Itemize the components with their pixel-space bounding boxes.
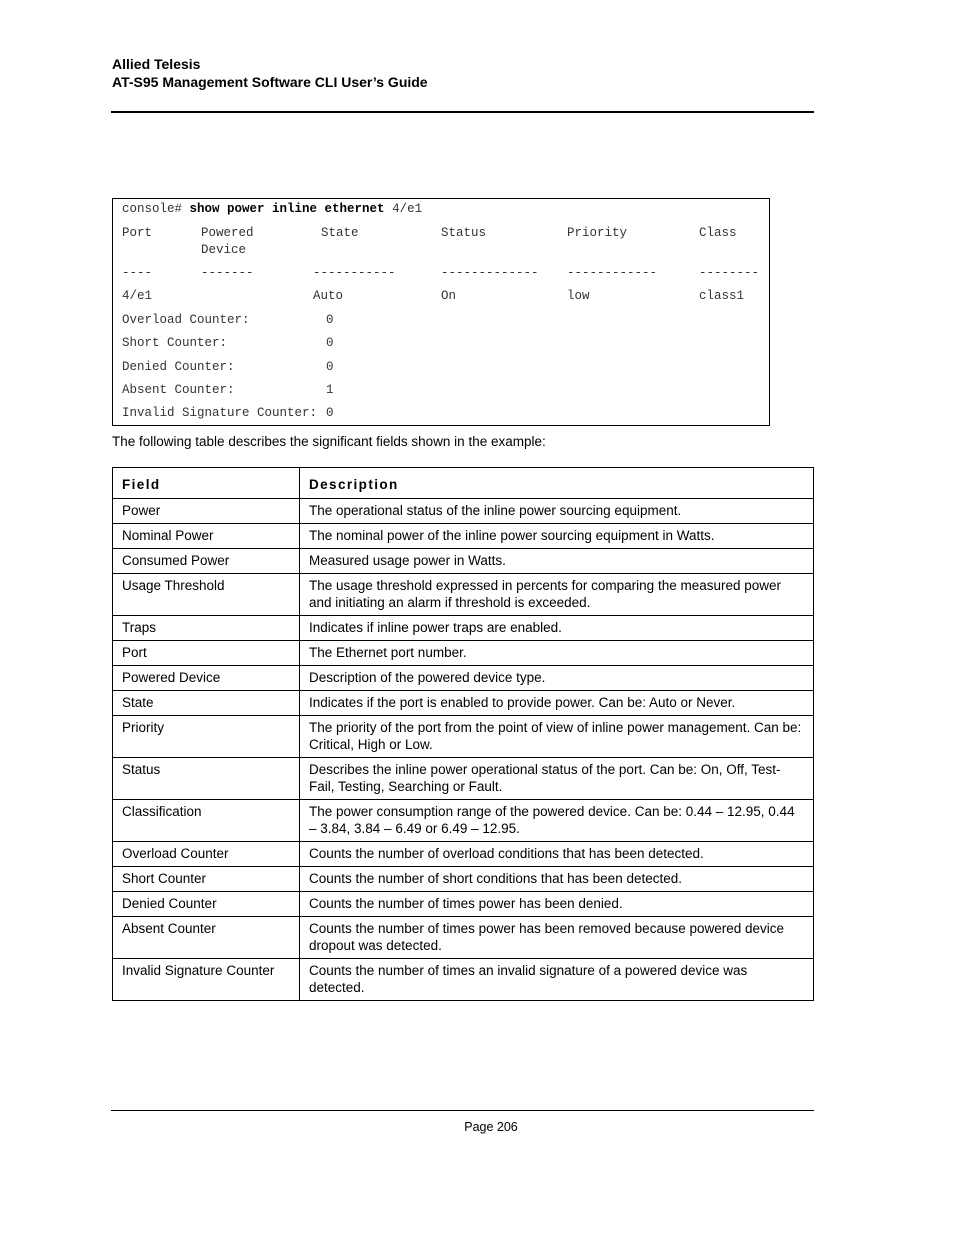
description-cell: The usage threshold expressed in percents for comparing the measured power and initiating an alarm if threshold is exceeded. [300, 574, 814, 616]
counter-value: 1 [326, 383, 334, 397]
row-status: On [441, 289, 457, 303]
table-row [113, 499, 814, 524]
row-state: Auto [313, 289, 344, 303]
company-name: Allied Telesis [112, 56, 201, 72]
table-row [113, 892, 814, 917]
field-cell: Consumed Power [113, 549, 300, 574]
document-header [112, 55, 428, 91]
counter-value: 0 [326, 360, 334, 374]
guide-title: AT-S95 Management Software CLI User’s Guide [112, 74, 428, 90]
counter-label: Short Counter: [122, 336, 228, 350]
col-header-class: Class [699, 226, 737, 240]
field-cell: Traps [113, 616, 300, 641]
description-cell: Indicates if the port is enabled to provide power. Can be: Auto or Never. [300, 691, 814, 716]
field-cell: Powered Device [113, 666, 300, 691]
description-cell: Description of the powered device type. [300, 666, 814, 691]
description-cell: Counts the number of short conditions that has been detected. [300, 867, 814, 892]
description-cell: The priority of the port from the point of view of inline power management. Can be: Critical, High or Low. [300, 716, 814, 758]
field-cell: Port [113, 641, 300, 666]
counter-label: Absent Counter: [122, 383, 235, 397]
cli-command: show power inline ethernet [189, 202, 385, 216]
table-row [113, 574, 814, 616]
table-row [113, 524, 814, 549]
table-row [113, 800, 814, 842]
counter-label: Invalid Signature Counter: [122, 406, 318, 420]
cli-example-box [112, 198, 770, 426]
footer-divider [111, 1110, 814, 1111]
dash-status: ------------- [441, 266, 539, 280]
counter-value: 0 [326, 406, 334, 420]
intro-text: The following table describes the significant fields shown in the example: [112, 434, 546, 449]
description-cell: Counts the number of overload conditions that has been detected. [300, 842, 814, 867]
description-cell: Measured usage power in Watts. [300, 549, 814, 574]
description-cell: The Ethernet port number. [300, 641, 814, 666]
table-row [113, 691, 814, 716]
cli-command-line [122, 201, 422, 218]
description-cell: Describes the inline power operational status of the port. Can be: On, Off, Test-Fail, Testing, Searching or Fault. [300, 758, 814, 800]
description-cell: Counts the number of times power has been removed because powered device dropout was detected. [300, 917, 814, 959]
col-header-port: Port [122, 226, 153, 240]
counter-value: 0 [326, 313, 334, 327]
dash-class: -------- [699, 266, 760, 280]
counter-label: Overload Counter: [122, 313, 250, 327]
dash-state: ----------- [313, 266, 396, 280]
description-cell: The operational status of the inline power sourcing equipment. [300, 499, 814, 524]
fields-table [112, 467, 814, 1001]
field-cell: Power [113, 499, 300, 524]
field-cell: Absent Counter [113, 917, 300, 959]
table-row [113, 917, 814, 959]
col-header-powered: Powered [201, 226, 254, 240]
table-row [113, 666, 814, 691]
table-row [113, 616, 814, 641]
table-row [113, 842, 814, 867]
table-header-row [113, 468, 814, 499]
field-cell: Status [113, 758, 300, 800]
field-cell: Nominal Power [113, 524, 300, 549]
field-cell: Overload Counter [113, 842, 300, 867]
field-cell: Short Counter [113, 867, 300, 892]
field-cell: Invalid Signature Counter [113, 959, 300, 1001]
field-cell: State [113, 691, 300, 716]
cli-prompt: console# [122, 202, 183, 216]
page-number: Page 206 [464, 1120, 518, 1134]
row-port: 4/e1 [122, 289, 153, 303]
col-header-device: Device [201, 243, 247, 257]
field-cell: Denied Counter [113, 892, 300, 917]
description-cell: Counts the number of times power has been denied. [300, 892, 814, 917]
field-cell: Priority [113, 716, 300, 758]
col-header-status: Status [441, 226, 487, 240]
table-row [113, 716, 814, 758]
counter-label: Denied Counter: [122, 360, 235, 374]
header-divider [111, 111, 814, 113]
table-header-field: Field [113, 468, 300, 499]
table-row [113, 758, 814, 800]
col-header-priority: Priority [567, 226, 628, 240]
table-row [113, 641, 814, 666]
description-cell: The power consumption range of the powered device. Can be: 0.44 – 12.95, 0.44 – 3.84, 3.84 – 6.49 or 6.49 – 12.95. [300, 800, 814, 842]
counter-value: 0 [326, 336, 334, 350]
dash-priority: ------------ [567, 266, 658, 280]
row-priority: low [567, 289, 590, 303]
table-header-description: Description [300, 468, 814, 499]
description-cell: Indicates if inline power traps are enabled. [300, 616, 814, 641]
table-row [113, 867, 814, 892]
table-row [113, 549, 814, 574]
field-cell: Usage Threshold [113, 574, 300, 616]
table-row [113, 959, 814, 1001]
col-header-state: State [321, 226, 359, 240]
description-cell: The nominal power of the inline power sourcing equipment in Watts. [300, 524, 814, 549]
cli-argument: 4/e1 [392, 202, 423, 216]
field-cell: Classification [113, 800, 300, 842]
dash-port: ---- [122, 266, 153, 280]
row-class: class1 [699, 289, 745, 303]
dash-powered: ------- [201, 266, 254, 280]
description-cell: Counts the number of times an invalid signature of a powered device was detected. [300, 959, 814, 1001]
